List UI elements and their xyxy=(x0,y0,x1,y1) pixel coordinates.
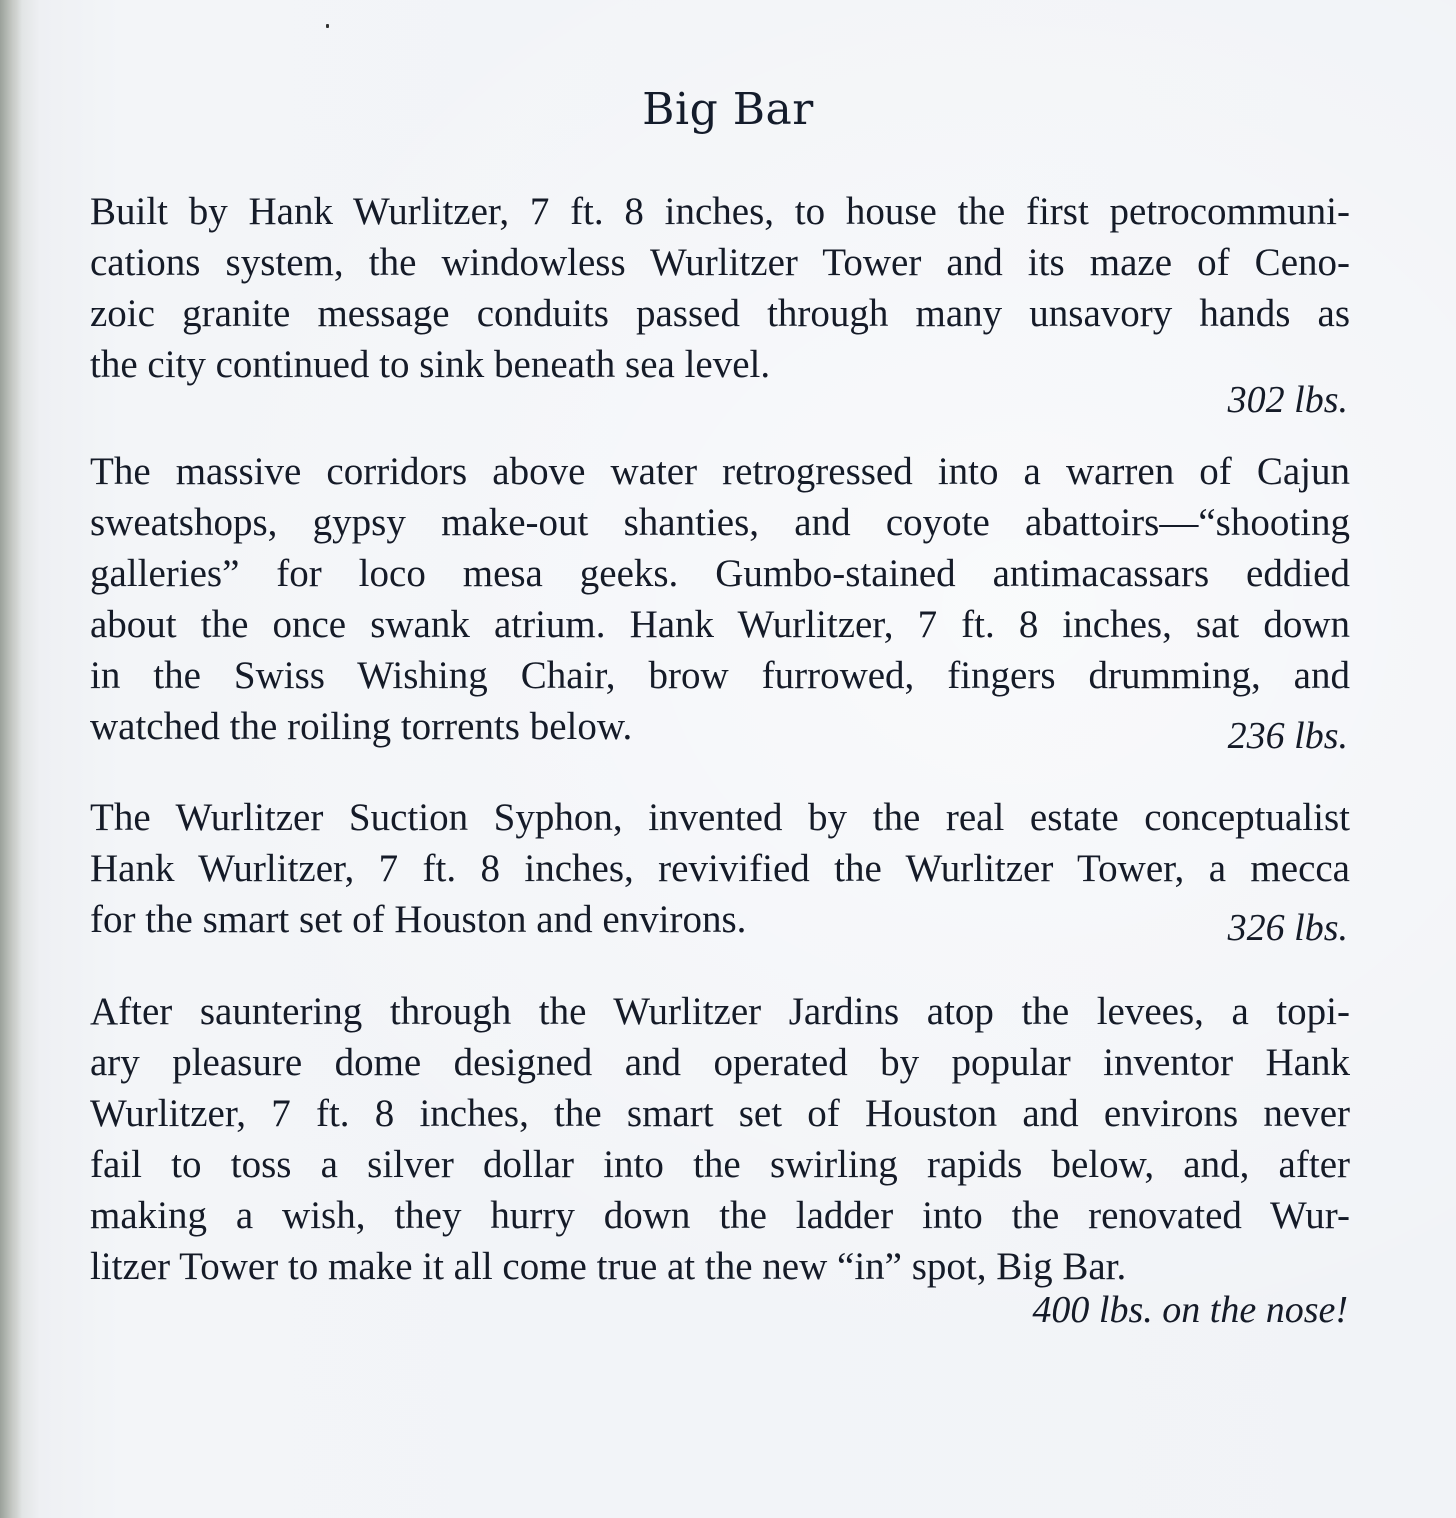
text-line: ary pleasure dome designed and operated by popular inventor Hank xyxy=(90,1041,1350,1084)
text-line: Wurlitzer, 7 ft. 8 inches, the smart set of Houston and environs never xyxy=(90,1092,1350,1135)
text-line: cations system, the windowless Wurlitzer Tower and its maze of Ceno- xyxy=(90,241,1350,284)
entry-paragraph-1 xyxy=(90,186,1350,390)
page-title: Big Bar xyxy=(642,84,814,135)
entry-weight-4: 400 lbs. on the nose! xyxy=(1032,1289,1348,1331)
ink-speck xyxy=(326,24,329,28)
entry-weight-3: 326 lbs. xyxy=(1227,907,1348,949)
entry-weight-2: 236 lbs. xyxy=(1227,715,1348,757)
text-line: Hank Wurlitzer, 7 ft. 8 inches, revivified the Wurlitzer Tower, a mecca xyxy=(90,847,1350,890)
text-line: fail to toss a silver dollar into the swirling rapids below, and, after xyxy=(90,1143,1350,1186)
book-spine-shadow xyxy=(0,0,22,1518)
text-line: zoic granite message conduits passed through many unsavory hands as xyxy=(90,292,1350,335)
text-line: The massive corridors above water retrogressed into a warren of Cajun xyxy=(90,450,1350,493)
text-line: litzer Tower to make it all come true at the new “in” spot, Big Bar. xyxy=(90,1245,1127,1288)
text-line: making a wish, they hurry down the ladder into the renovated Wur- xyxy=(90,1194,1350,1237)
text-line: galleries” for loco mesa geeks. Gumbo-stained antimacassars eddied xyxy=(90,552,1350,595)
text-line: the city continued to sink beneath sea level. xyxy=(90,343,771,386)
text-line: about the once swank atrium. Hank Wurlitzer, 7 ft. 8 inches, sat down xyxy=(90,603,1350,646)
entry-weight-1: 302 lbs. xyxy=(1227,379,1348,421)
entry-paragraph-4 xyxy=(90,986,1350,1292)
entry-paragraph-3 xyxy=(90,792,1350,945)
text-line: After sauntering through the Wurlitzer Jardins atop the levees, a topi- xyxy=(90,990,1350,1033)
text-line: The Wurlitzer Suction Syphon, invented by the real estate conceptualist xyxy=(90,796,1350,839)
text-line: sweatshops, gypsy make-out shanties, and coyote abattoirs—“shooting xyxy=(90,501,1350,544)
entry-paragraph-2 xyxy=(90,446,1350,752)
text-line: for the smart set of Houston and environs. xyxy=(90,898,747,941)
text-line: Built by Hank Wurlitzer, 7 ft. 8 inches, to house the first petrocommuni- xyxy=(90,190,1350,233)
text-line: watched the roiling torrents below. xyxy=(90,705,633,748)
text-line: in the Swiss Wishing Chair, brow furrowed, fingers drumming, and xyxy=(90,654,1350,697)
